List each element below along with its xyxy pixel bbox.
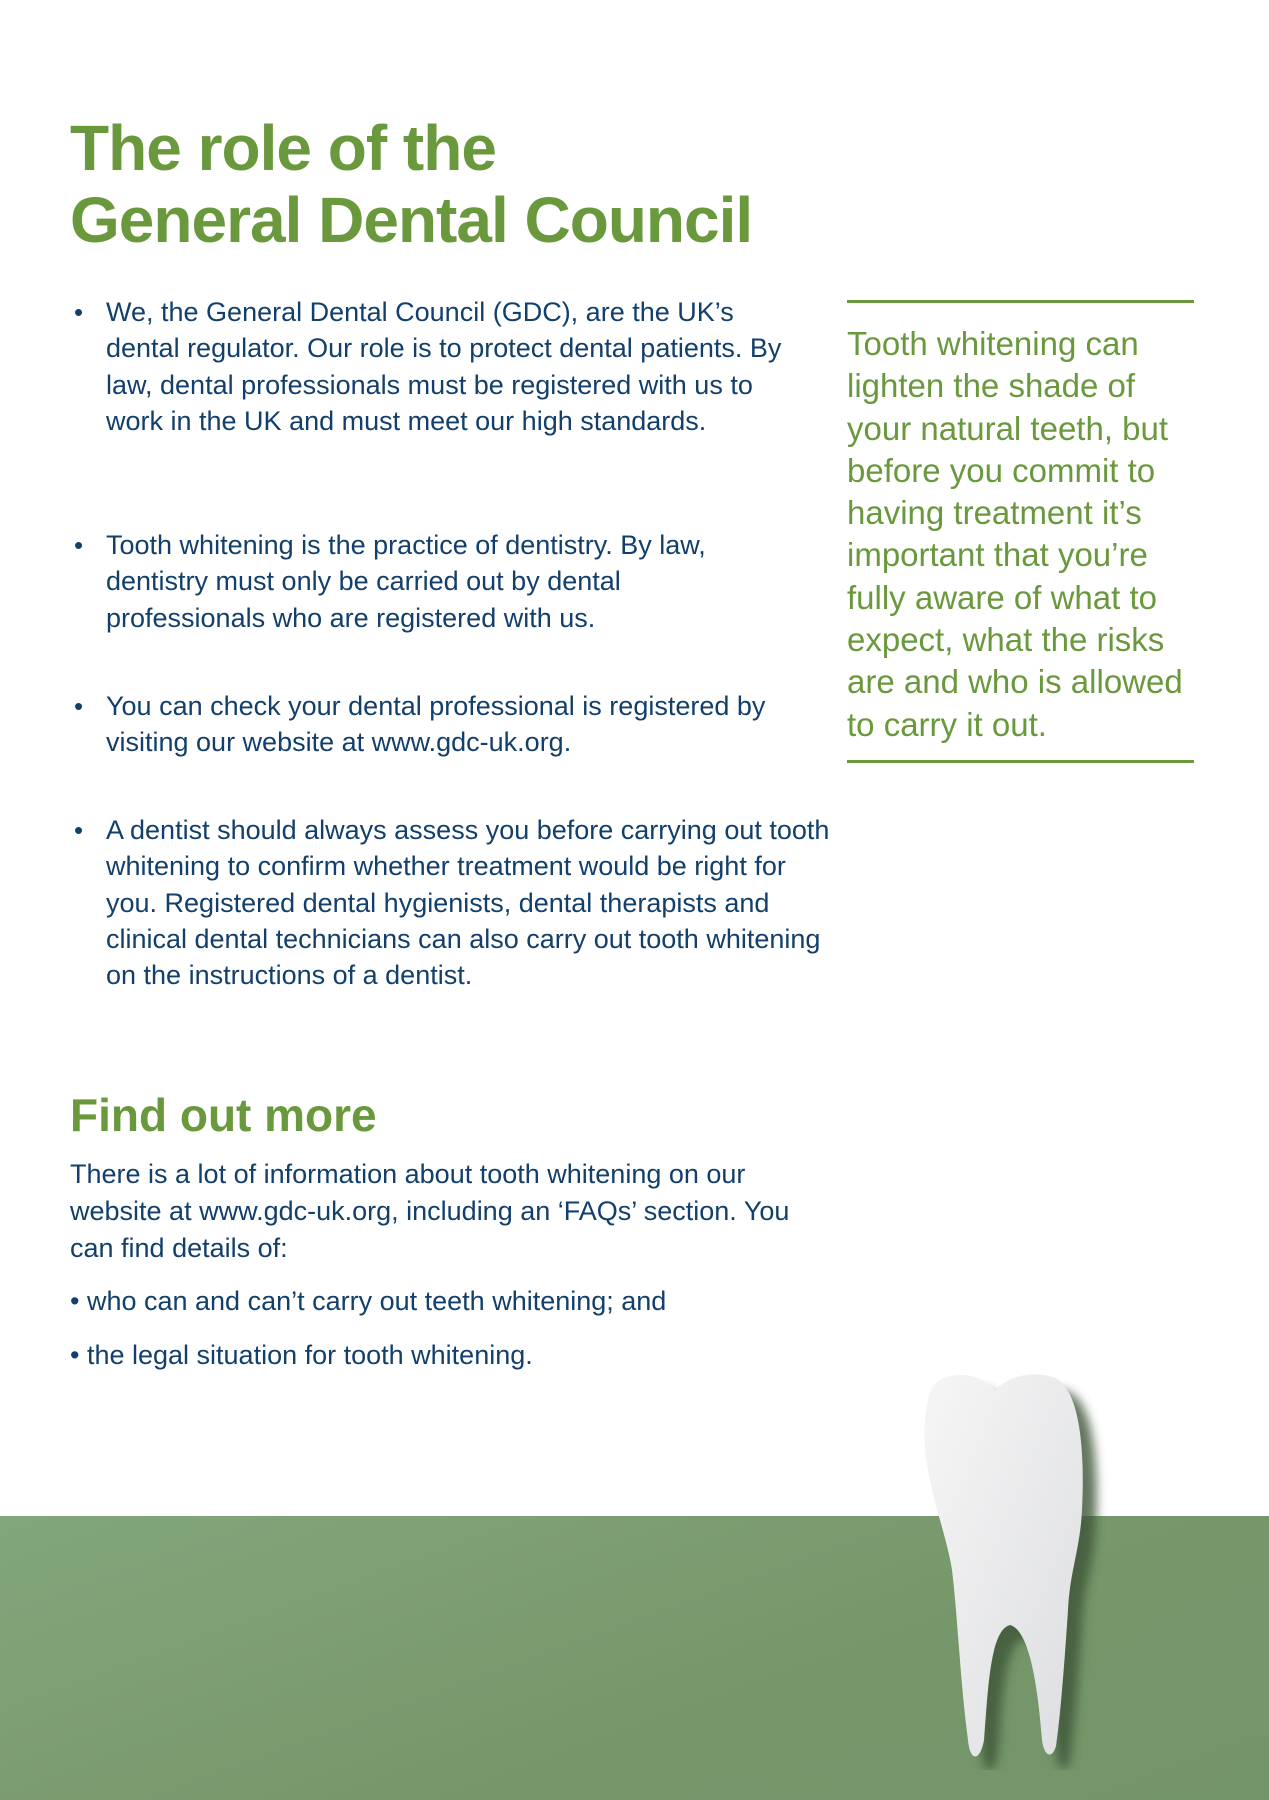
find-out-more-paragraph: There is a lot of information about tooth whitening on our website at www.gdc-uk.org, including an ‘FAQs’ section. You can find details of: [70,1159,790,1263]
bullet-item: • A dentist should always assess you before carrying out tooth whitening to confirm whether treatment would be right for you. Registered dental hygienists, dental therapists and clinical dental technicians can also carry out tooth whitening on the instructions of a dentist. [106,812,831,993]
list-item: • who can and can’t carry out teeth whitening; and [70,1286,667,1316]
list-item: • the legal situation for tooth whitening. [70,1340,533,1370]
pull-quote-top-rule [847,300,1194,303]
pull-quote-bottom-rule [847,760,1194,763]
pull-quote: Tooth whitening can lighten the shade of your natural teeth, but before you commit to having treatment it’s important that you’re fully aware of what to expect, what the risks are and who is allowed to carry it out. [847,325,1183,743]
title-line-1: The role of the [70,112,496,184]
bullet-item: • You can check your dental professional is registered by visiting our website at www.gdc-uk.org. [106,688,826,761]
page-title [70,112,752,256]
tooth-icon [880,1370,1180,1770]
find-out-more-heading: Find out more [70,1089,377,1141]
bullet-item: • Tooth whitening is the practice of dentistry. By law, dentistry must only be carried out by dental professionals who are registered with us. [106,527,786,636]
bullet-item: • We, the General Dental Council (GDC), are the UK’s dental regulator. Our role is to protect dental patients. By law, dental professionals must be registered with us to work in the UK and must meet our high standards. [106,294,806,439]
title-line-2: General Dental Council [70,184,753,256]
